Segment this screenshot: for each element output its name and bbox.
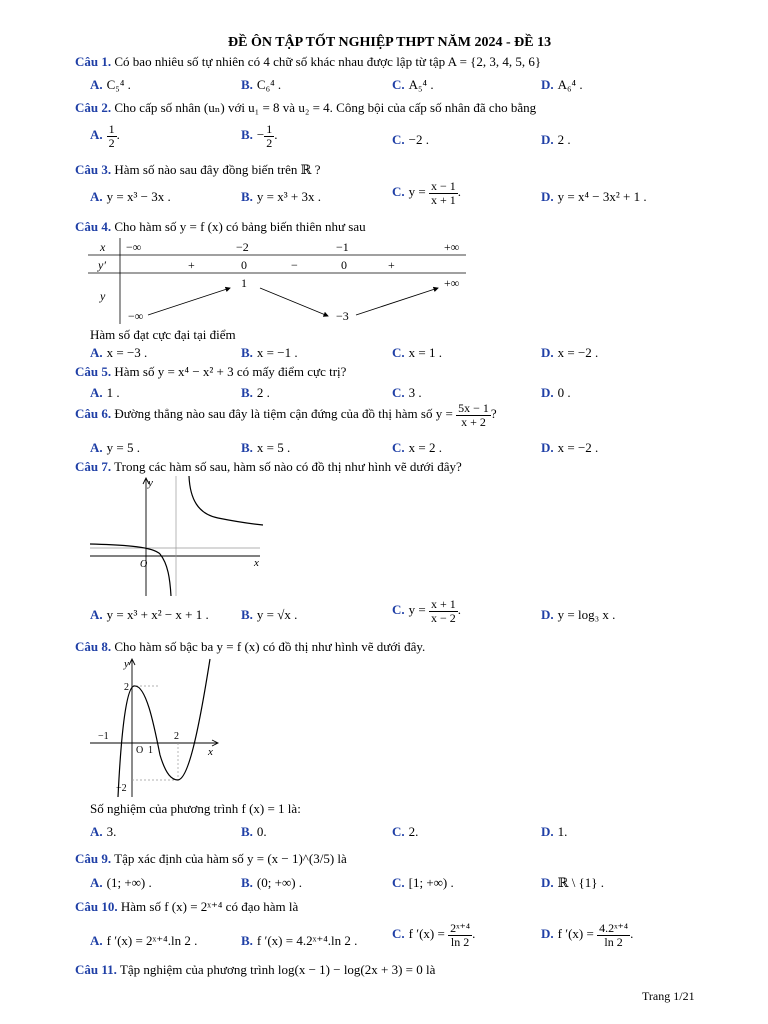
q9-option-c[interactable]: C. [1; +∞) . bbox=[392, 875, 454, 890]
q3-option-a[interactable]: A. y = x³ − 3x . bbox=[90, 189, 171, 204]
svg-text:1: 1 bbox=[148, 745, 153, 756]
x-value: +∞ bbox=[444, 240, 460, 254]
svg-text:y: y bbox=[148, 477, 153, 489]
question-6: Câu 6. Đường thẳng nào sau đây là tiệm cận đứng của đồ thị hàm số y = $\frac{5x - 1}{x + 2}$ ? bbox=[75, 401, 497, 429]
q2-option-d[interactable]: D. 2 . bbox=[541, 132, 571, 147]
variation-table bbox=[88, 238, 468, 326]
q7-option-d[interactable]: D. y = log₃ x . bbox=[541, 607, 616, 622]
row-yprime-label: y′ bbox=[98, 258, 106, 272]
q3-option-b[interactable]: B. y = x³ + 3x . bbox=[241, 189, 321, 204]
q4-option-d[interactable]: D. x = −2 . bbox=[541, 345, 599, 360]
svg-text:−2: −2 bbox=[116, 783, 127, 794]
q9-option-b[interactable]: B. (0; +∞) . bbox=[241, 875, 303, 890]
q10-option-a[interactable]: A. f ′(x) = 2ˣ⁺⁴.ln 2 . bbox=[90, 933, 198, 948]
q9-option-d[interactable]: D. ℝ \ {1} . bbox=[541, 875, 605, 890]
question-11: Câu 11. Tập nghiệm của phương trình log(x − 1) − log(2x + 3) = 0 là bbox=[75, 962, 436, 977]
question-3: Câu 3. Hàm số nào sau đây đồng biến trên ℝ ? bbox=[75, 162, 321, 177]
page-number: Trang 1/21 bbox=[642, 989, 695, 1003]
graph-question-8 bbox=[88, 655, 223, 800]
sign: − bbox=[291, 258, 298, 272]
x-value: −2 bbox=[236, 240, 249, 254]
sign: + bbox=[388, 258, 395, 272]
q1-option-a[interactable]: A. C₅⁴ . bbox=[90, 77, 131, 92]
question-9: Câu 9. Tập xác định của hàm số y = (x − 1)^(3/5) là bbox=[75, 851, 347, 866]
q7-option-c[interactable]: C. y = $\frac{x + 1}{x - 2}$ . bbox=[392, 597, 462, 625]
q8-option-b[interactable]: B. 0. bbox=[241, 824, 267, 839]
question-4: Câu 4. Cho hàm số y = f (x) có bảng biến thiên như sau bbox=[75, 219, 366, 234]
graph-question-7 bbox=[88, 474, 268, 598]
q1-option-d[interactable]: D. A₆⁴ . bbox=[541, 77, 583, 92]
curve-left-branch bbox=[90, 544, 171, 596]
q7-option-b[interactable]: B. y = √x . bbox=[241, 607, 298, 622]
question-1 bbox=[75, 55, 541, 68]
sign: 0 bbox=[241, 258, 247, 272]
svg-text:2: 2 bbox=[124, 682, 129, 693]
q8-option-c[interactable]: C. 2. bbox=[392, 824, 419, 839]
question-5: Câu 5. Hàm số y = x⁴ − x² + 3 có mấy điểm cực trị? bbox=[75, 364, 347, 379]
increase-arrow bbox=[148, 288, 230, 315]
q5-option-b[interactable]: B. 2 . bbox=[241, 385, 270, 400]
q3-option-d[interactable]: D. y = x⁴ − 3x² + 1 . bbox=[541, 189, 647, 204]
question-2: Câu 2. Cho cấp số nhân (uₙ) với u₁ = 8 và u₂ = 4. Công bội của cấp số nhân đã cho bằng bbox=[75, 100, 537, 115]
question-text: Có bao nhiêu số tự nhiên có 4 chữ số khác nhau được lập từ tập A = {2, 3, 4, 5, 6} bbox=[114, 54, 542, 69]
q1-option-b[interactable]: B. C₆⁴ . bbox=[241, 77, 282, 92]
question-10: Câu 10. Hàm số f (x) = 2ˣ⁺⁴ có đạo hàm là bbox=[75, 899, 299, 914]
svg-text:x: x bbox=[208, 746, 213, 758]
q4-conclusion: Hàm số đạt cực đại tại điểm bbox=[90, 327, 236, 342]
svg-text:−1: −1 bbox=[98, 731, 109, 742]
decrease-arrow bbox=[260, 288, 328, 316]
y-value: +∞ bbox=[444, 276, 460, 290]
row-y-label: y bbox=[100, 289, 106, 303]
q4-option-c[interactable]: C. x = 1 . bbox=[392, 345, 442, 360]
q5-option-c[interactable]: C. 3 . bbox=[392, 385, 422, 400]
q7-option-a[interactable]: A. y = x³ + x² − x + 1 . bbox=[90, 607, 209, 622]
q8-option-d[interactable]: D. 1. bbox=[541, 824, 568, 839]
q10-option-c[interactable]: C. f ′(x) = $\frac{\text{2ˣ⁺⁴}}{\ln 2}$ . bbox=[392, 921, 476, 949]
q5-option-a[interactable]: A. 1 . bbox=[90, 385, 120, 400]
svg-text:x: x bbox=[254, 557, 259, 569]
svg-text:2: 2 bbox=[174, 731, 179, 742]
row-x-label: x bbox=[100, 240, 106, 254]
question-7: Câu 7. Trong các hàm số sau, hàm số nào có đồ thị như hình vẽ dưới đây? bbox=[75, 459, 462, 474]
q5-option-d[interactable]: D. 0 . bbox=[541, 385, 571, 400]
q6-option-b[interactable]: B. x = 5 . bbox=[241, 440, 291, 455]
svg-text:O: O bbox=[136, 745, 144, 756]
sign: 0 bbox=[341, 258, 347, 272]
svg-text:y: y bbox=[124, 658, 129, 670]
q8-sub-question: Số nghiệm của phương trình f (x) = 1 là: bbox=[90, 801, 301, 816]
svg-text:O: O bbox=[140, 559, 148, 570]
curve-right-branch bbox=[189, 476, 263, 525]
question-8: Câu 8. Cho hàm số bậc ba y = f (x) có đồ thị như hình vẽ dưới đây. bbox=[75, 639, 426, 654]
q9-option-a[interactable]: A. (1; +∞) . bbox=[90, 875, 152, 890]
question-label: Câu 1. bbox=[75, 54, 112, 69]
page-title: ĐỀ ÔN TẬP TỐT NGHIỆP THPT NĂM 2024 - ĐỀ 13 bbox=[228, 35, 552, 50]
q2-option-b[interactable]: B. − $\frac{1}{2}$ . bbox=[241, 122, 278, 150]
q10-option-b[interactable]: B. f ′(x) = 4.2ˣ⁺⁴.ln 2 . bbox=[241, 933, 358, 948]
x-value: −∞ bbox=[126, 240, 142, 254]
q6-option-d[interactable]: D. x = −2 . bbox=[541, 440, 599, 455]
q10-option-d[interactable]: D. f ′(x) = $\frac{\text{4.2ˣ⁺⁴}}{\ln 2}$ . bbox=[541, 921, 634, 949]
y-value: −∞ bbox=[128, 309, 144, 323]
q6-option-c[interactable]: C. x = 2 . bbox=[392, 440, 442, 455]
q4-option-a[interactable]: A. x = −3 . bbox=[90, 345, 148, 360]
y-value: −3 bbox=[336, 309, 349, 323]
q1-option-c[interactable]: C. A₅⁴ . bbox=[392, 77, 434, 92]
q4-option-b[interactable]: B. x = −1 . bbox=[241, 345, 298, 360]
q6-option-a[interactable]: A. y = 5 . bbox=[90, 440, 140, 455]
q3-option-c[interactable]: C. y = $\frac{x - 1}{x + 1}$ . bbox=[392, 179, 462, 207]
q2-option-c[interactable]: C. −2 . bbox=[392, 132, 429, 147]
x-value: −1 bbox=[336, 240, 349, 254]
y-value: 1 bbox=[241, 276, 247, 290]
increase-arrow bbox=[356, 288, 438, 315]
q2-option-a[interactable]: A. $\frac{1}{2}$ . bbox=[90, 122, 120, 150]
sign: + bbox=[188, 258, 195, 272]
q8-option-a[interactable]: A. 3. bbox=[90, 824, 117, 839]
